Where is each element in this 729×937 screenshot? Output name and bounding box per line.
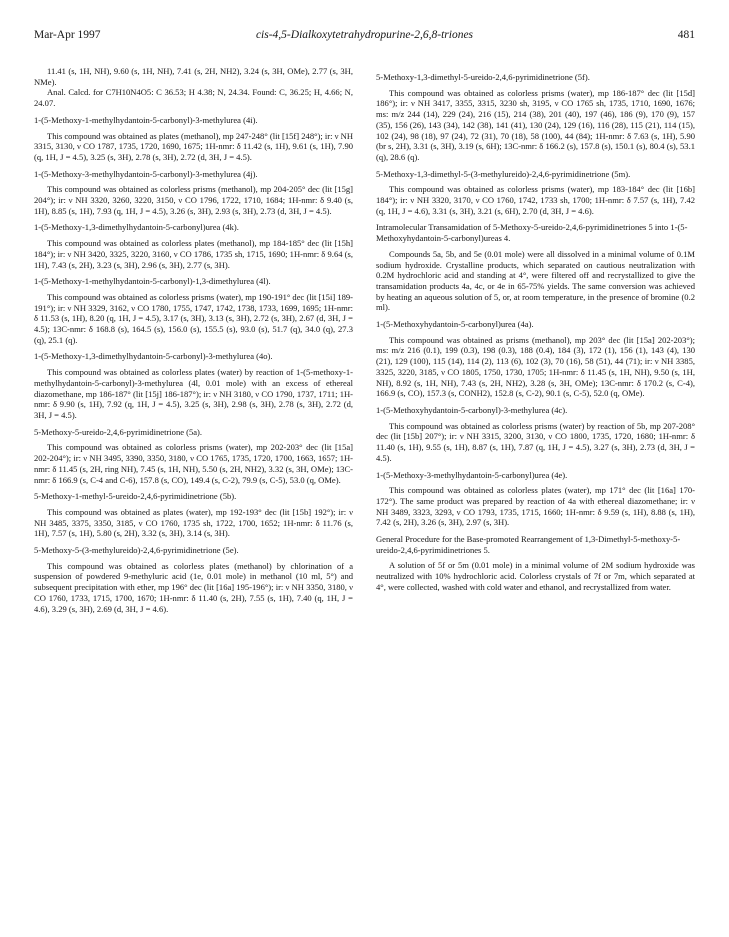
running-header xyxy=(34,29,695,45)
section-heading: 5-Methoxy-1,3-dimethyl-5-ureido-2,4,6-pyrimidinetrione (5f). xyxy=(376,72,590,82)
section-heading: 5-Methoxy-5-(3-methylureido)-2,4,6-pyrimidinetrione (5e). xyxy=(34,545,239,556)
paragraph: This compound was obtained as colorless prisms (water), mp 190-191° dec (lit [15i] 189-191°); ir: ν NH 3329, 3162, ν CO 1780, 1755, 1747, 1742, 1738, 1733, 1699, 1695; 1H-nmr: δ 11.53 (s, 1H), 8.20 (q, 1H, J = 4.5), 3.17 (s, 3H), 3.13 (s, 3H), 2.72 (s, 3H), 2.67 (d, 3H, J = 4.5); 13C-nmr: δ 168.8 (s), 164.5 (s), 156.0 (s), 155.5 (s), 93.0 (s), 51.7 (q), 34.0 (q), 27.3 (q), 25.1 (q). xyxy=(34,291,353,345)
left-column xyxy=(34,66,353,614)
page-number: 481 xyxy=(677,29,695,41)
section-heading: Intramolecular Transamidation of 5-Methoxy-5-ureido-2,4,6-pyrimidinetriones 5 into 1-(5-Methoxyhydantoin-5-carbonyl)ureas 4. xyxy=(376,222,688,244)
paragraph: This compound was obtained as colorless plates (methanol), mp 184-185° dec (lit [15h] 184°); ir: ν NH 3420, 3325, 3220, 3160, ν CO 1786, 1735 sh, 1715, 1690; 1H-nmr: δ 9.64 (s, 1H), 7.43 (s, 2H), 3.23 (s, 3H), 2.96 (s, 3H), 2.77 (s, 3H). xyxy=(34,238,353,270)
header-title: cis-4,5-Dialkoxytetrahydropurine-2,6,8-triones xyxy=(255,29,474,41)
section-heading: 1-(5-Methoxy-1-methylhydantoin-5-carbonyl)-3-methylurea (4i). xyxy=(34,114,258,125)
paragraph: This compound was obtained as colorless prisms (methanol), mp 204-205° dec (lit [15g] 204°); ir: ν NH 3320, 3260, 3220, 3150, ν CO 1796, 1722, 1710, 1684; 1H-nmr: δ 9.40 (s, 1H), 8.85 (s, 1H), 7.93 (q, 1H, J = 4.5), 3.26 (s, 3H), 2.93 (s, 3H), 2.73 (d, 3H, J = 4.5). xyxy=(34,184,353,216)
section-heading: 5-Methoxy-5-ureido-2,4,6-pyrimidinetrione (5a). xyxy=(34,426,203,437)
paragraph: Compounds 5a, 5b, and 5e (0.01 mole) were all dissolved in a minimal volume of 0.1M sodium hydroxide. Crystalline products, which separated on cautious neutralization with 0.2M hydrochloric acid and standing at 4°, were filtered off and recrystallized to give the transamidation products 4a, 4c, or 4e in 65-75% yields. The same conversion was achieved by heating an aqueous solution of 5, or, at room temperature, in the presence of bromine (0.2 ml). xyxy=(376,248,695,313)
paragraph: 11.41 (s, 1H, NH), 9.60 (s, 1H, NH), 7.41 (s, 2H, NH2), 3.24 (s, 3H, OMe), 2.77 (s, 3H, NMe). xyxy=(34,66,353,87)
paragraph: This compound was obtained as colorless prisms (water) by reaction of 5b, mp 207-208° dec (lit [15b] 207°); ir: ν NH 3315, 3200, 3130, ν CO 1800, 1735, 1720, 1680; 1H-nmr: δ 11.40 (s, 1H), 9.55 (s, 1H), 8.87 (s, 1H), 7.87 (q, 1H, J = 4.5), 3.27 (s, 3H), 2.73 (d, 3H, J = 4.5). xyxy=(376,420,695,463)
section-heading: 1-(5-Methoxy-3-methylhydantoin-5-carbonyl)urea (4e). xyxy=(376,469,568,480)
paragraph: A solution of 5f or 5m (0.01 mole) in a minimal volume of 2M sodium hydroxide was neutralized with 10% hydrochloric acid. Colorless crystals of 7f or 7m, which separated at 4°, were collected, washed with cold water and ethanol, and recrystallized from water. xyxy=(376,560,695,592)
paragraph: This compound was obtained as colorless plates (water), mp 171° dec (lit [16a] 170-172°). The same product was prepared by reaction of 4a with ethereal diazomethane; ir: ν NH 3489, 3323, 3293, ν CO 1793, 1735, 1715, 1660; 1H-nmr: δ 9.59 (s, 1H), 8.88 (s, 1H), 7.42 (s, 2H), 3.26 (s, 3H), 2.97 (s, 3H). xyxy=(376,485,695,528)
paragraph: This compound was obtained as plates (methanol), mp 247-248° (lit [15f] 248°); ir: ν NH 3315, 3130, ν CO 1787, 1735, 1720, 1690, 1675; 1H-nmr: δ 11.42 (s, 1H), 9.61 (s, 1H), 7.90 (q, 1H, J = 4.5), 3.25 (s, 3H), 2.78 (s, 3H), 2.72 (d, 3H, J = 4.5). xyxy=(34,130,353,162)
section-heading: 1-(5-Methoxy-1,3-dimethylhydantoin-5-carbonyl)-3-methylurea (4o). xyxy=(34,351,273,362)
paragraph: This compound was obtained as colorless prisms (water), mp 183-184° dec (lit [16b] 184°); ir: ν NH 3320, 3170, ν CO 1760, 1742, 1733 sh, 1700; 1H-nmr: δ 7.57 (s, 1H), 7.42 (q, 1H, J = 4.6), 3.31 (s, 3H), 3.21 (s, 6H), 2.70 (d, 3H, J = 4.6). xyxy=(376,184,695,216)
section-heading: 1-(5-Methoxyhydantoin-5-carbonyl)urea (4a). xyxy=(376,319,534,330)
right-column xyxy=(376,66,695,593)
header-date: Mar-Apr 1997 xyxy=(34,29,101,41)
section-heading: 1-(5-Methoxy-3-methylhydantoin-5-carbonyl)-3-methylurea (4j). xyxy=(34,168,258,179)
paragraph: This compound was obtained as prisms (methanol), mp 203° dec (lit [15a] 202-203°); ms: m/z 216 (0.1), 199 (0.3), 198 (0.3), 188 (0.4), 184 (3), 172 (1), 156 (1), 143 (4), 130 (21), 129 (100), 115 (14), 114 (2), 113 (6), 102 (3), 70 (16), 58 (51), 44 (71); ir: ν NH 3385, 3325, 3220, 3185, ν CO 1805, 1750, 1730, 1705; 1H-nmr: δ 11.45 (s, 1H, NH), 9.50 (s, 1H, NH), 8.92 (s, 1H, NH), 7.43 (s, 2H, NH2), 3.28 (s, 3H, OMe); 13C-nmr: δ 170.2 (s, C-4), 166.9 (s, CO), 157.3 (s, CONH2), 152.8 (s, C-2), 90.1 (s, C-5), 52.0 (q, OMe). xyxy=(376,334,695,399)
paragraph: Anal. Calcd. for C7H10N4O5: C 36.53; H 4.38; N, 24.34. Found: C, 36.25; H, 4.66; N, 24.07. xyxy=(34,87,353,109)
section-heading: 1-(5-Methoxyhydantoin-5-carbonyl)-3-methylurea (4c). xyxy=(376,404,568,415)
paragraph: This compound was obtained as plates (water), mp 192-193° dec (lit [15b] 192°); ir: ν NH 3485, 3375, 3350, 3185, ν CO 1760, 1735 sh, 1722, 1700, 1652; 1H-nmr: δ 11.76 (s, 1H), 7.57 (s, 1H), 5.80 (s, 2H), 3.32 (s, 3H), 3.14 (s, 3H). xyxy=(34,506,353,539)
section-heading: 5-Methoxy-1-methyl-5-ureido-2,4,6-pyrimidinetrione (5b). xyxy=(34,491,237,502)
paragraph: This compound was obtained as colorless plates (methanol) by chlorination of a suspension of powdered 9-methyluric acid (1e, 0.01 mole) in methanol (10 ml, 5°) and subsequent precipitation with ether, mp 196° dec (lit [16a] 195-196°); ir: ν NH 3350, 3180, ν CO 1760, 1733, 1715, 1700, 1670; 1H-nmr: δ 11.40 (s, 2H), 7.55 (s, 1H), 7.40 (q, 1H, J = 4.6), 3.29 (s, 3H), 2.69 (d, 3H, J = 4.6). xyxy=(34,560,353,614)
paragraph: This compound was obtained as colorless plates (water) by reaction of 1-(5-methoxy-1-methylhydantoin-5-carbonyl)-3-methylurea (4l, 0.01 mole) with an excess of ethereal diazomethane, mp 186-187° (lit [15j] 186-187°); ir: ν NH 3180, ν CO 1790, 1737, 1711; 1H-nmr: δ 9.90 (s, 1H), 7.92 (q, 1H, J = 4.5), 3.25 (s, 3H), 2.98 (s, 3H), 2.78 (s, 3H), 2.72 (d, 3H, J = 4.5). xyxy=(34,367,353,420)
section-heading: 5-Methoxy-1,3-dimethyl-5-(3-methylureido)-2,4,6-pyrimidinetrione (5m). xyxy=(376,168,631,179)
section-heading: General Procedure for the Base-promoted Rearrangement of 1,3-Dimethyl-5-methoxy-5-ureido-2,4,6-pyrimidinetriones 5. xyxy=(376,534,681,555)
paragraph: This compound was obtained as colorless prisms (water), mp 202-203° dec (lit [15a] 202-204°); ir: ν NH 3495, 3390, 3350, 3180, ν CO 1765, 1735, 1720, 1700, 1663, 1657; 1H-nmr: δ 11.45 (s, 2H, ring NH), 7.45 (s, 1H, NH), 5.50 (s, 2H, NH2), 3.32 (s, 3H, OMe); 13C-nmr: δ 166.9 (s, C-4 and C-6), 157.8 (s, CO), 149.4 (s, C-2), 79.9 (s, C-5), 53.0 (q, OMe). xyxy=(34,442,353,485)
section-heading: 1-(5-Methoxy-1,3-dimethylhydantoin-5-carbonyl)urea (4k). xyxy=(34,222,239,233)
section-heading: 1-(5-Methoxy-1-methylhydantoin-5-carbonyl)-1,3-dimethylurea (4l). xyxy=(34,276,271,287)
paragraph: This compound was obtained as colorless prisms (water), mp 186-187° dec (lit [15d] 186°); ir: ν NH 3417, 3355, 3315, 3230 sh, 3195, ν CO 1765 sh, 1735, 1710, 1690, 1676; ms: m/z 244 (14), 229 (24), 216 (15), 214 (38), 201 (40), 197 (46), 186 (9), 170 (9), 157 (35), 156 (26), 143 (34), 142 (38), 141 (41), 130 (24), 129 (16), 116 (28), 115 (21), 114 (15), 102 (24), 98 (18), 97 (24), 72 (31), 70 (18), 58 (100), 44 (84); 1H-nmr: δ 7.63 (s, 1H), 5.90 (br s, 2H), 3.31 (s, 3H), 3.19 (s, 6H); 13C-nmr: δ 166.2 (s), 157.8 (s), 150.1 (s), 80.4 (s), 53.1 (q), 28.6 (q). xyxy=(376,87,695,162)
